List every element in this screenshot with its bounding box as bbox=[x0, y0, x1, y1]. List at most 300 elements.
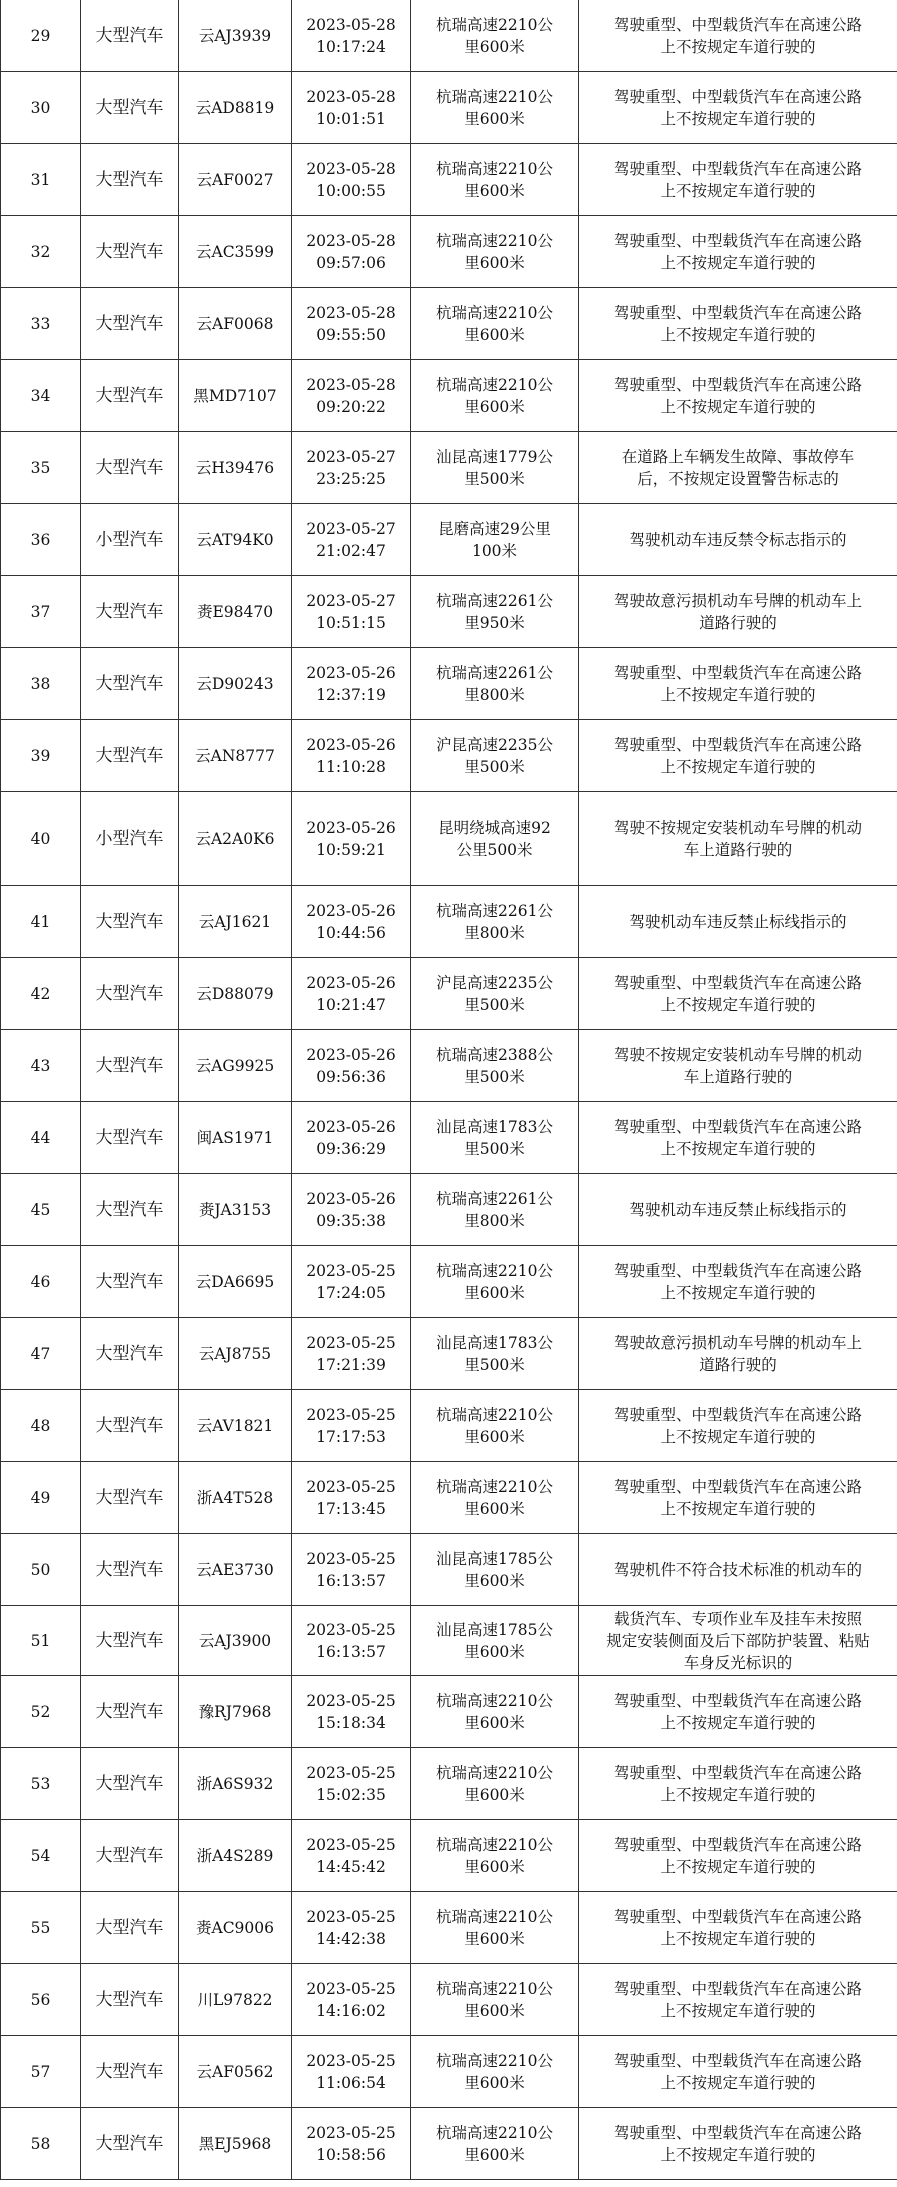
vehicle-type-line: 大型汽车 bbox=[95, 1917, 164, 1938]
row-number bbox=[1, 1534, 81, 1606]
plate-number-line: 浙A6S932 bbox=[196, 1774, 274, 1793]
violation-location bbox=[411, 1246, 579, 1318]
violation-location-line: 杭瑞高速2388公 bbox=[436, 1045, 553, 1064]
row-number bbox=[1, 1030, 81, 1102]
violation-description-line: 驾驶重型、中型载货汽车在高速公路 bbox=[613, 663, 862, 682]
row-number bbox=[1, 1390, 81, 1462]
vehicle-type-line: 大型汽车 bbox=[95, 313, 164, 334]
row-number bbox=[1, 886, 81, 958]
violation-description-line: 驾驶重型、中型载货汽车在高速公路 bbox=[613, 231, 862, 250]
vehicle-type-line: 大型汽车 bbox=[95, 169, 164, 190]
violation-description-line: 在道路上车辆发生故障、事故停车 bbox=[621, 447, 855, 466]
violation-location bbox=[411, 1676, 579, 1748]
vehicle-type-line: 大型汽车 bbox=[95, 1055, 164, 1076]
vehicle-type-line: 大型汽车 bbox=[95, 1127, 164, 1148]
plate-number-line: 云AC3599 bbox=[196, 242, 274, 261]
violation-location-line: 昆磨高速29公里 bbox=[438, 519, 551, 538]
vehicle-type-line: 大型汽车 bbox=[95, 1845, 164, 1866]
violation-time bbox=[292, 1462, 411, 1534]
row-number-line: 53 bbox=[30, 1774, 51, 1793]
row-number bbox=[1, 576, 81, 648]
violation-description-line: 上不按规定车道行驶的 bbox=[660, 2073, 816, 2092]
row-number-line: 52 bbox=[30, 1702, 51, 1721]
row-number-line: 35 bbox=[30, 458, 51, 477]
row-number bbox=[1, 2108, 81, 2180]
violation-description-line: 驾驶重型、中型载货汽车在高速公路 bbox=[613, 1835, 862, 1854]
table-row bbox=[1, 1964, 897, 2036]
row-number bbox=[1, 958, 81, 1030]
row-number bbox=[1, 1892, 81, 1964]
vehicle-type bbox=[81, 0, 179, 72]
violation-description-line: 上不按规定车道行驶的 bbox=[660, 37, 816, 56]
violation-location-line: 杭瑞高速2210公 bbox=[436, 1835, 553, 1854]
violation-location bbox=[411, 958, 579, 1030]
violation-description-line: 驾驶重型、中型载货汽车在高速公路 bbox=[613, 1405, 862, 1424]
violation-time-line: 2023-05-26 bbox=[306, 901, 396, 920]
violation-location-line: 里600米 bbox=[464, 1642, 525, 1661]
violation-description bbox=[579, 886, 897, 958]
violation-time bbox=[292, 1174, 411, 1246]
vehicle-type bbox=[81, 288, 179, 360]
row-number bbox=[1, 144, 81, 216]
table-row bbox=[1, 720, 897, 792]
vehicle-type bbox=[81, 1892, 179, 1964]
row-number-line: 56 bbox=[30, 1990, 51, 2009]
violation-time bbox=[292, 2108, 411, 2180]
violation-time-line: 2023-05-26 bbox=[306, 1117, 396, 1136]
row-number bbox=[1, 1174, 81, 1246]
violation-location-line: 杭瑞高速2210公 bbox=[436, 1477, 553, 1496]
violation-location bbox=[411, 2036, 579, 2108]
plate-number-line: 云A2A0K6 bbox=[195, 829, 275, 848]
row-number bbox=[1, 1318, 81, 1390]
violation-time-line: 11:06:54 bbox=[316, 2073, 386, 2092]
row-number-line: 55 bbox=[30, 1918, 51, 1937]
plate-number bbox=[179, 1390, 292, 1462]
row-number-line: 34 bbox=[30, 386, 51, 405]
table-row bbox=[1, 216, 897, 288]
violation-location bbox=[411, 1462, 579, 1534]
violation-description-line: 驾驶重型、中型载货汽车在高速公路 bbox=[613, 159, 862, 178]
vehicle-type-line: 小型汽车 bbox=[95, 529, 164, 550]
row-number-line: 38 bbox=[30, 674, 51, 693]
violation-location bbox=[411, 72, 579, 144]
violation-description-line: 驾驶不按规定安装机动车号牌的机动 bbox=[613, 818, 862, 837]
violation-description-line: 上不按规定车道行驶的 bbox=[660, 757, 816, 776]
violation-location-line: 杭瑞高速2210公 bbox=[436, 1261, 553, 1280]
plate-number-line: 云AN8777 bbox=[195, 746, 275, 765]
violation-time bbox=[292, 0, 411, 72]
violation-time-line: 09:35:38 bbox=[316, 1211, 386, 1230]
violation-location-line: 杭瑞高速2210公 bbox=[436, 1691, 553, 1710]
violation-description-line: 后，不按规定设置警告标志的 bbox=[637, 469, 839, 488]
violation-location-line: 里600米 bbox=[464, 1785, 525, 1804]
violation-location bbox=[411, 2108, 579, 2180]
violation-time bbox=[292, 1318, 411, 1390]
table-row bbox=[1, 1748, 897, 1820]
violation-time bbox=[292, 958, 411, 1030]
violation-description bbox=[579, 216, 897, 288]
violation-location-line: 里600米 bbox=[464, 1427, 525, 1446]
violation-time-line: 10:58:56 bbox=[316, 2145, 386, 2164]
table-row bbox=[1, 1606, 897, 1676]
table-row bbox=[1, 432, 897, 504]
violation-time bbox=[292, 1676, 411, 1748]
plate-number-line: 云D88079 bbox=[196, 984, 274, 1003]
row-number-line: 57 bbox=[30, 2062, 51, 2081]
table-row bbox=[1, 2036, 897, 2108]
violation-location bbox=[411, 576, 579, 648]
violation-time-line: 17:21:39 bbox=[316, 1355, 386, 1374]
violation-description-line: 上不按规定车道行驶的 bbox=[660, 253, 816, 272]
violation-location-line: 汕昆高速1783公 bbox=[436, 1117, 553, 1136]
violation-location-line: 杭瑞高速2261公 bbox=[436, 663, 553, 682]
violation-time bbox=[292, 886, 411, 958]
table-row bbox=[1, 958, 897, 1030]
plate-number-line: 赉JA3153 bbox=[198, 1200, 272, 1219]
violation-description-line: 驾驶故意污损机动车号牌的机动车上 bbox=[613, 591, 862, 610]
violation-time-line: 2023-05-27 bbox=[306, 519, 396, 538]
violation-time bbox=[292, 1102, 411, 1174]
violation-time-line: 2023-05-25 bbox=[306, 1333, 396, 1352]
violation-time-line: 16:13:57 bbox=[316, 1642, 386, 1661]
violation-time-line: 2023-05-26 bbox=[306, 973, 396, 992]
row-number-line: 54 bbox=[30, 1846, 51, 1865]
row-number-line: 58 bbox=[30, 2134, 51, 2153]
violation-time-line: 17:17:53 bbox=[316, 1427, 386, 1446]
violation-description bbox=[579, 792, 897, 886]
vehicle-type bbox=[81, 1606, 179, 1676]
vehicle-type bbox=[81, 1964, 179, 2036]
plate-number-line: 闽AS1971 bbox=[196, 1128, 274, 1147]
violation-description-line: 驾驶重型、中型载货汽车在高速公路 bbox=[613, 303, 862, 322]
violation-time-line: 09:55:50 bbox=[316, 325, 386, 344]
plate-number bbox=[179, 72, 292, 144]
vehicle-type bbox=[81, 1390, 179, 1462]
violation-time-line: 14:45:42 bbox=[316, 1857, 386, 1876]
violation-description bbox=[579, 2036, 897, 2108]
vehicle-type bbox=[81, 1318, 179, 1390]
violation-location bbox=[411, 0, 579, 72]
violation-description bbox=[579, 1748, 897, 1820]
violation-description-line: 驾驶重型、中型载货汽车在高速公路 bbox=[613, 735, 862, 754]
violation-location-line: 里600米 bbox=[464, 1713, 525, 1732]
plate-number-line: 浙A4S289 bbox=[196, 1846, 274, 1865]
violation-location bbox=[411, 1318, 579, 1390]
plate-number bbox=[179, 1174, 292, 1246]
violation-location-line: 里950米 bbox=[464, 613, 525, 632]
vehicle-type bbox=[81, 792, 179, 886]
violation-location-line: 里600米 bbox=[464, 181, 525, 200]
vehicle-type-line: 大型汽车 bbox=[95, 1701, 164, 1722]
violation-location-line: 杭瑞高速2210公 bbox=[436, 2123, 553, 2142]
table-row bbox=[1, 792, 897, 886]
violation-location-line: 杭瑞高速2210公 bbox=[436, 87, 553, 106]
plate-number-line: 豫RJ7968 bbox=[198, 1702, 272, 1721]
plate-number bbox=[179, 2108, 292, 2180]
row-number bbox=[1, 1820, 81, 1892]
violation-location bbox=[411, 1606, 579, 1676]
vehicle-type-line: 大型汽车 bbox=[95, 911, 164, 932]
row-number-line: 49 bbox=[30, 1488, 51, 1507]
violation-location-line: 杭瑞高速2261公 bbox=[436, 1189, 553, 1208]
row-number-line: 41 bbox=[30, 912, 51, 931]
violation-location-line: 里600米 bbox=[464, 1929, 525, 1948]
violation-description-line: 上不按规定车道行驶的 bbox=[660, 325, 816, 344]
row-number bbox=[1, 720, 81, 792]
violation-description-line: 规定安装侧面及后下部防护装置、粘贴 bbox=[606, 1631, 870, 1650]
violation-description-line: 驾驶不按规定安装机动车号牌的机动 bbox=[613, 1045, 862, 1064]
violation-location-line: 100米 bbox=[471, 541, 518, 560]
vehicle-type-line: 大型汽车 bbox=[95, 1630, 164, 1651]
violation-location-line: 里600米 bbox=[464, 109, 525, 128]
violation-description-line: 驾驶机件不符合技术标准的机动车的 bbox=[613, 1560, 862, 1579]
violation-location-line: 里600米 bbox=[464, 325, 525, 344]
vehicle-type bbox=[81, 1462, 179, 1534]
vehicle-type bbox=[81, 720, 179, 792]
violation-time-line: 2023-05-25 bbox=[306, 2123, 396, 2142]
table-row bbox=[1, 1030, 897, 1102]
row-number bbox=[1, 1964, 81, 2036]
row-number-line: 44 bbox=[30, 1128, 51, 1147]
plate-number bbox=[179, 1748, 292, 1820]
violation-location bbox=[411, 288, 579, 360]
violation-description-line: 驾驶重型、中型载货汽车在高速公路 bbox=[613, 1691, 862, 1710]
violation-location-line: 里800米 bbox=[464, 685, 525, 704]
violation-description bbox=[579, 648, 897, 720]
plate-number bbox=[179, 1102, 292, 1174]
row-number bbox=[1, 504, 81, 576]
table-row bbox=[1, 72, 897, 144]
violation-description-line: 上不按规定车道行驶的 bbox=[660, 1857, 816, 1876]
violation-description bbox=[579, 360, 897, 432]
violation-time-line: 2023-05-25 bbox=[306, 1907, 396, 1926]
violation-description bbox=[579, 288, 897, 360]
violation-time-line: 09:56:36 bbox=[316, 1067, 386, 1086]
violation-location bbox=[411, 1102, 579, 1174]
row-number-line: 40 bbox=[30, 829, 51, 848]
row-number bbox=[1, 432, 81, 504]
row-number-line: 33 bbox=[30, 314, 51, 333]
plate-number-line: 赉AC9006 bbox=[196, 1918, 274, 1937]
violation-location bbox=[411, 360, 579, 432]
row-number bbox=[1, 2036, 81, 2108]
table-row bbox=[1, 886, 897, 958]
violation-time bbox=[292, 1390, 411, 1462]
plate-number-line: 浙A4T528 bbox=[196, 1488, 274, 1507]
row-number-line: 31 bbox=[30, 170, 51, 189]
violation-location bbox=[411, 1820, 579, 1892]
row-number-line: 43 bbox=[30, 1056, 51, 1075]
violation-time bbox=[292, 1820, 411, 1892]
violation-time bbox=[292, 1748, 411, 1820]
plate-number-line: 云DA6695 bbox=[195, 1272, 275, 1291]
vehicle-type bbox=[81, 1246, 179, 1318]
vehicle-type-line: 大型汽车 bbox=[95, 983, 164, 1004]
vehicle-type bbox=[81, 1030, 179, 1102]
violation-time-line: 10:00:55 bbox=[316, 181, 386, 200]
row-number-line: 47 bbox=[30, 1344, 51, 1363]
plate-number bbox=[179, 1534, 292, 1606]
violation-time-line: 10:17:24 bbox=[316, 37, 386, 56]
violation-time bbox=[292, 1246, 411, 1318]
violation-description bbox=[579, 1606, 897, 1676]
plate-number-line: 黑EJ5968 bbox=[198, 2134, 272, 2153]
vehicle-type-line: 大型汽车 bbox=[95, 1487, 164, 1508]
vehicle-type bbox=[81, 144, 179, 216]
violation-location-line: 杭瑞高速2210公 bbox=[436, 159, 553, 178]
vehicle-type-line: 大型汽车 bbox=[95, 385, 164, 406]
vehicle-type-line: 大型汽车 bbox=[95, 25, 164, 46]
row-number bbox=[1, 1246, 81, 1318]
plate-number bbox=[179, 886, 292, 958]
violation-time bbox=[292, 504, 411, 576]
vehicle-type bbox=[81, 1534, 179, 1606]
vehicle-type-line: 大型汽车 bbox=[95, 1559, 164, 1580]
violation-location-line: 杭瑞高速2210公 bbox=[436, 1907, 553, 1926]
plate-number-line: 云H39476 bbox=[195, 458, 275, 477]
vehicle-type-line: 大型汽车 bbox=[95, 1271, 164, 1292]
plate-number bbox=[179, 576, 292, 648]
row-number bbox=[1, 1462, 81, 1534]
violation-description-line: 道路行驶的 bbox=[699, 613, 777, 632]
vehicle-type bbox=[81, 886, 179, 958]
violation-description bbox=[579, 1534, 897, 1606]
row-number bbox=[1, 1102, 81, 1174]
violation-location bbox=[411, 720, 579, 792]
violation-description-line: 上不按规定车道行驶的 bbox=[660, 181, 816, 200]
vehicle-type-line: 大型汽车 bbox=[95, 1773, 164, 1794]
violation-location-line: 沪昆高速2235公 bbox=[436, 735, 553, 754]
violation-location bbox=[411, 1534, 579, 1606]
violation-description-line: 驾驶重型、中型载货汽车在高速公路 bbox=[613, 1261, 862, 1280]
plate-number-line: 云AF0027 bbox=[196, 170, 274, 189]
violation-description-line: 上不按规定车道行驶的 bbox=[660, 1283, 816, 1302]
violation-time-line: 17:13:45 bbox=[316, 1499, 386, 1518]
row-number bbox=[1, 0, 81, 72]
violation-time-line: 2023-05-26 bbox=[306, 735, 396, 754]
row-number bbox=[1, 792, 81, 886]
violation-location bbox=[411, 432, 579, 504]
violation-description-line: 上不按规定车道行驶的 bbox=[660, 1929, 816, 1948]
violation-time bbox=[292, 648, 411, 720]
violation-time-line: 2023-05-25 bbox=[306, 1405, 396, 1424]
violation-description bbox=[579, 1390, 897, 1462]
violation-location-line: 里800米 bbox=[464, 923, 525, 942]
violation-time-line: 2023-05-25 bbox=[306, 1979, 396, 1998]
violation-location-line: 杭瑞高速2210公 bbox=[436, 231, 553, 250]
violation-time-line: 14:16:02 bbox=[316, 2001, 386, 2020]
violation-location-line: 里500米 bbox=[464, 1067, 525, 1086]
violation-location-line: 里600米 bbox=[464, 397, 525, 416]
vehicle-type bbox=[81, 1102, 179, 1174]
violation-time-line: 2023-05-25 bbox=[306, 1691, 396, 1710]
row-number-line: 51 bbox=[30, 1631, 51, 1650]
violation-location-line: 杭瑞高速2210公 bbox=[436, 1979, 553, 1998]
violation-description bbox=[579, 1676, 897, 1748]
row-number bbox=[1, 72, 81, 144]
plate-number-line: 川L97822 bbox=[197, 1990, 273, 2009]
violation-location-line: 里500米 bbox=[464, 995, 525, 1014]
violation-location-line: 里800米 bbox=[464, 1211, 525, 1230]
violation-time-line: 2023-05-25 bbox=[306, 1763, 396, 1782]
violation-description-line: 车上道路行驶的 bbox=[683, 1067, 793, 1086]
row-number-line: 48 bbox=[30, 1416, 51, 1435]
table-row bbox=[1, 360, 897, 432]
plate-number bbox=[179, 1246, 292, 1318]
violation-location-line: 杭瑞高速2210公 bbox=[436, 15, 553, 34]
vehicle-type bbox=[81, 360, 179, 432]
vehicle-type bbox=[81, 504, 179, 576]
violation-time bbox=[292, 1892, 411, 1964]
violation-description-line: 车上道路行驶的 bbox=[683, 840, 793, 859]
plate-number-line: 云AJ3939 bbox=[198, 26, 272, 45]
violation-location-line: 里500米 bbox=[464, 469, 525, 488]
violation-description-line: 驾驶重型、中型载货汽车在高速公路 bbox=[613, 1763, 862, 1782]
plate-number bbox=[179, 1462, 292, 1534]
violation-location-line: 里600米 bbox=[464, 2073, 525, 2092]
violation-time-line: 10:51:15 bbox=[316, 613, 386, 632]
violation-time-line: 15:02:35 bbox=[316, 1785, 386, 1804]
vehicle-type bbox=[81, 1676, 179, 1748]
violation-time-line: 17:24:05 bbox=[316, 1283, 386, 1302]
violation-description-line: 驾驶重型、中型载货汽车在高速公路 bbox=[613, 2123, 862, 2142]
violation-location-line: 里600米 bbox=[464, 37, 525, 56]
violation-description-line: 驾驶机动车违反禁止标线指示的 bbox=[629, 1200, 847, 1219]
vehicle-type bbox=[81, 2108, 179, 2180]
violation-time-line: 10:21:47 bbox=[316, 995, 386, 1014]
violation-description-line: 上不按规定车道行驶的 bbox=[660, 1713, 816, 1732]
violation-location-line: 杭瑞高速2261公 bbox=[436, 591, 553, 610]
violation-description-line: 上不按规定车道行驶的 bbox=[660, 1785, 816, 1804]
violation-time bbox=[292, 288, 411, 360]
vehicle-type-line: 大型汽车 bbox=[95, 673, 164, 694]
vehicle-type bbox=[81, 1820, 179, 1892]
plate-number bbox=[179, 1964, 292, 2036]
violation-description bbox=[579, 72, 897, 144]
violation-time bbox=[292, 432, 411, 504]
plate-number-line: 云AV1821 bbox=[196, 1416, 274, 1435]
table-row bbox=[1, 0, 897, 72]
violation-location-line: 汕昆高速1785公 bbox=[436, 1549, 553, 1568]
violation-location-line: 汕昆高速1779公 bbox=[436, 447, 553, 466]
plate-number-line: 云AF0068 bbox=[196, 314, 274, 333]
violation-description bbox=[579, 144, 897, 216]
row-number bbox=[1, 648, 81, 720]
violation-time-line: 2023-05-28 bbox=[306, 159, 396, 178]
row-number-line: 32 bbox=[30, 242, 51, 261]
violation-description-line: 驾驶重型、中型载货汽车在高速公路 bbox=[613, 87, 862, 106]
plate-number-line: 云AD8819 bbox=[195, 98, 275, 117]
violation-time-line: 2023-05-28 bbox=[306, 87, 396, 106]
violation-description-line: 驾驶重型、中型载货汽车在高速公路 bbox=[613, 1979, 862, 1998]
violation-description-line: 驾驶机动车违反禁止标线指示的 bbox=[629, 912, 847, 931]
violation-time-line: 2023-05-25 bbox=[306, 1261, 396, 1280]
table-row bbox=[1, 144, 897, 216]
violation-time bbox=[292, 576, 411, 648]
violation-location-line: 汕昆高速1783公 bbox=[436, 1333, 553, 1352]
violation-description-line: 上不按规定车道行驶的 bbox=[660, 2001, 816, 2020]
violation-description bbox=[579, 0, 897, 72]
violation-description-line: 驾驶故意污损机动车号牌的机动车上 bbox=[613, 1333, 862, 1352]
vehicle-type bbox=[81, 432, 179, 504]
violation-time-line: 2023-05-27 bbox=[306, 447, 396, 466]
table-row bbox=[1, 288, 897, 360]
violation-location-line: 里600米 bbox=[464, 1499, 525, 1518]
vehicle-type-line: 大型汽车 bbox=[95, 97, 164, 118]
violation-location bbox=[411, 1030, 579, 1102]
table-row bbox=[1, 1174, 897, 1246]
